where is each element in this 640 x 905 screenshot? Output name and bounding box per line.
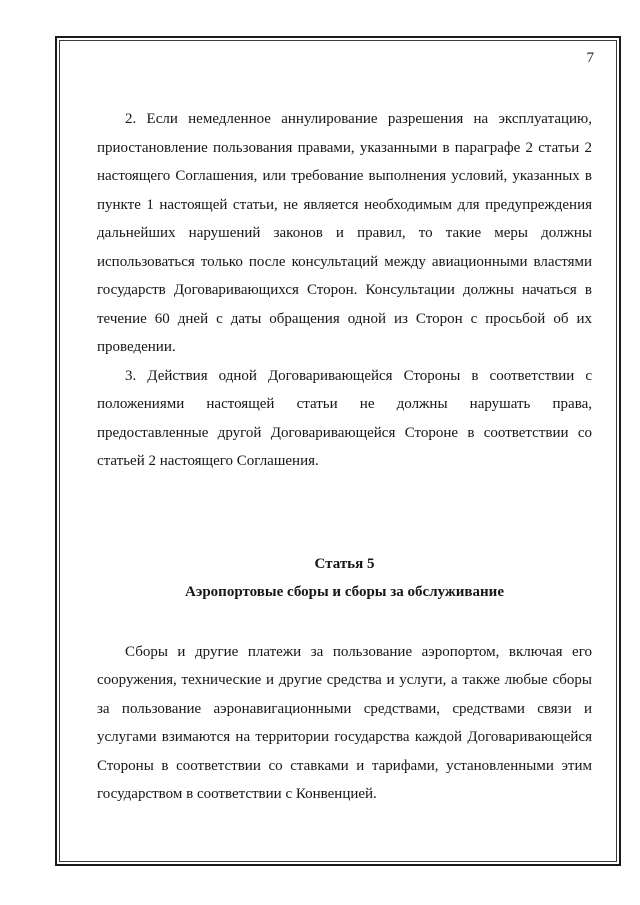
paragraph-2: 2. Если немедленное аннулирование разрешения на эксплуатацию, приостановление пользования правами, указанными в параграфе 2 статьи 2 настоящего Соглашения, или требование выполнения условий, указанных в пункте 1 настоящей статьи, не является необходимым для предупреждения дальнейших нарушений законов и правил, то такие меры должны использоваться только после консультаций между авиационными властями государств Договаривающихся Сторон. Консультации должны начаться в течение 60 дней с даты обращения одной из Сторон с просьбой об их проведении. bbox=[97, 111, 592, 355]
article-section bbox=[97, 638, 592, 809]
paragraph-3: 3. Действия одной Договаривающейся Стороны в соответствии с положениями настоящей статьи не должны нарушать права, предоставленные другой Договаривающейся Стороне в соответствии со статьей 2 настоящего Соглашения. bbox=[97, 367, 592, 469]
article-paragraph: Сборы и другие платежи за пользование аэропортом, включая его сооружения, технические и другие средства и услуги, а также любые сборы за пользование аэронавигационными средствами, средствами связи и услугами взимаются на территории государства каждой Договаривающейся Стороны в соответствии со ставками и тарифами, установленными этим государством в соответствии с Конвенцией. bbox=[97, 643, 592, 802]
article-title: Аэропортовые сборы и сборы за обслуживание bbox=[185, 583, 504, 600]
page-number: 7 bbox=[586, 50, 594, 66]
document-body bbox=[97, 105, 592, 809]
article-number: Статья 5 bbox=[314, 555, 375, 572]
